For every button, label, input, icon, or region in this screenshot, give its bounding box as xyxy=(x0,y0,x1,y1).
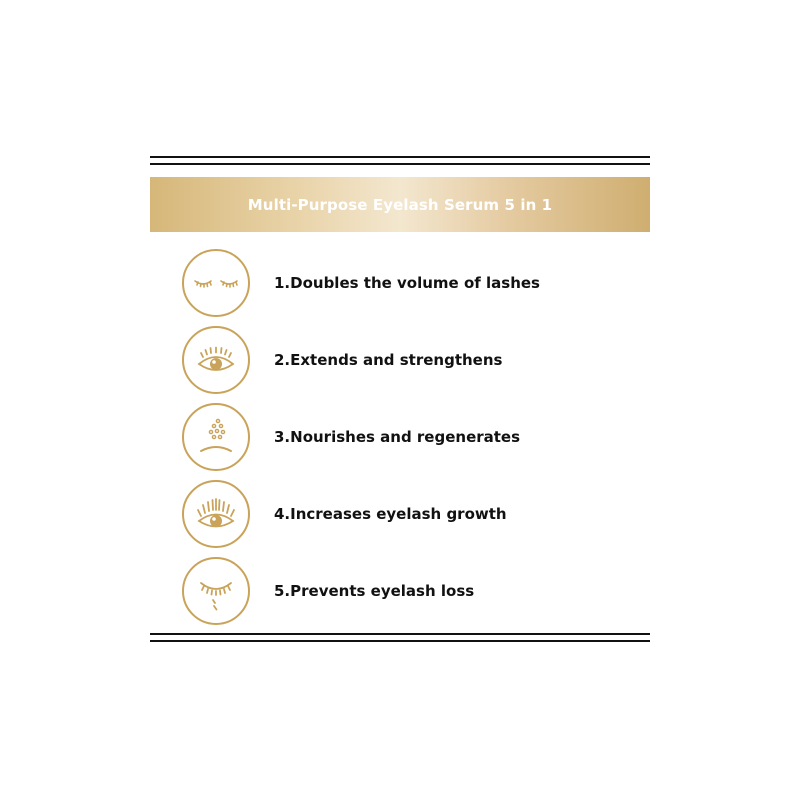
feature-icon-circle xyxy=(182,557,250,625)
feature-icon-circle xyxy=(182,480,250,548)
falling-lash-icon xyxy=(192,567,240,615)
feature-text-4: 4.Increases eyelash growth xyxy=(274,505,507,523)
title-banner xyxy=(150,177,650,232)
top-rule-1 xyxy=(150,156,650,158)
feature-item-5 xyxy=(182,557,650,625)
feature-text-1: 1.Doubles the volume of lashes xyxy=(274,274,540,292)
feature-text-5: 5.Prevents eyelash loss xyxy=(274,582,475,600)
feature-text-2: 2.Extends and strengthens xyxy=(274,351,503,369)
top-rule-2 xyxy=(150,163,650,165)
feature-item-3 xyxy=(182,403,650,471)
feature-item-4 xyxy=(182,480,650,548)
bottom-rule-2 xyxy=(150,640,650,642)
closed-eyes-lashes-icon xyxy=(192,259,240,307)
bottom-rule-1 xyxy=(150,633,650,635)
banner-title: Multi-Purpose Eyelash Serum 5 in 1 xyxy=(247,195,553,214)
feature-icon-circle xyxy=(182,326,250,394)
nourish-drops-icon xyxy=(192,413,240,461)
feature-icon-circle xyxy=(182,249,250,317)
open-eye-lashes-icon xyxy=(192,336,240,384)
feature-text-3: 3.Nourishes and regenerates xyxy=(274,428,521,446)
feature-icon-circle xyxy=(182,403,250,471)
eye-long-lashes-icon xyxy=(192,490,240,538)
feature-item-2 xyxy=(182,326,650,394)
feature-item-1 xyxy=(182,249,650,317)
